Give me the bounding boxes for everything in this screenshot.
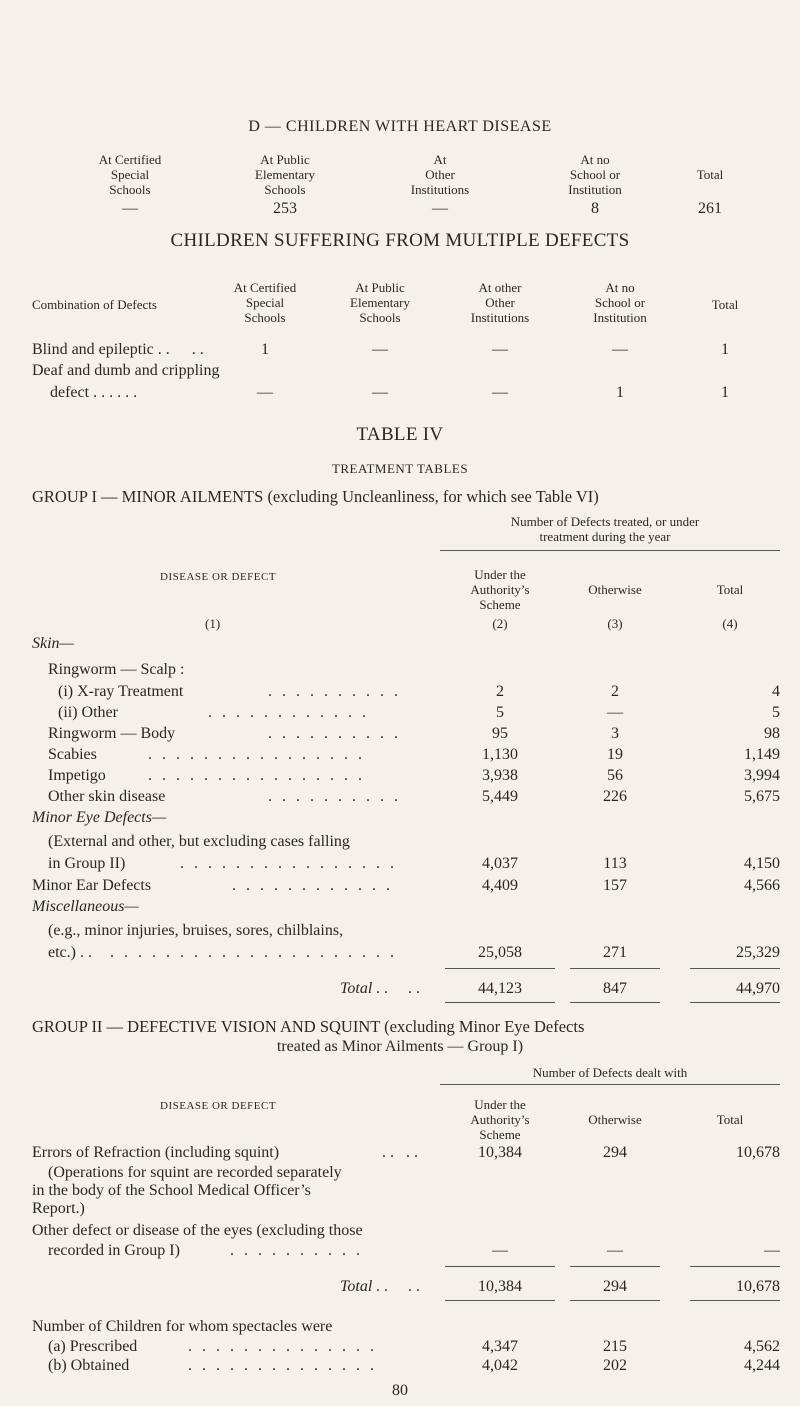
group1-header-1 <box>440 567 560 612</box>
header-line: Total <box>716 1112 744 1127</box>
header-line: At no <box>580 152 610 167</box>
header-line: Elementary <box>350 295 410 310</box>
group1-cell: 113 <box>603 855 627 872</box>
header-line: Under the <box>474 567 526 582</box>
total-rule <box>690 1002 780 1003</box>
total-rule <box>690 1300 780 1301</box>
group1-row-label <box>48 767 365 785</box>
leader-dots: . . <box>408 1278 420 1295</box>
header-line: Authority’s <box>470 1112 530 1127</box>
leader-dots: . . . . . . . . . . . . . . . . <box>148 767 365 784</box>
header-line: Schools <box>244 310 286 325</box>
note-line: in the body of the School Medical Officer’s <box>32 1182 311 1199</box>
group2-total-cell: 10,678 <box>736 1278 780 1295</box>
group1-cell: 157 <box>603 877 627 894</box>
header-line: Institution <box>593 310 647 325</box>
group1-row-label <box>32 877 393 895</box>
group1-span-header <box>420 514 790 544</box>
section-d-header-3 <box>370 152 510 197</box>
header-line: Institution <box>568 182 622 197</box>
group1-row-label <box>48 704 369 722</box>
spectacles-cell: 4,562 <box>744 1338 780 1355</box>
header-line: treatment during the year <box>539 529 671 544</box>
leader-dots: . . . . <box>382 1144 418 1161</box>
leader-dots: . . . . . . . . . . . . <box>208 704 369 721</box>
row-label-text: Scabies <box>48 746 97 763</box>
group1-title: GROUP I — MINOR AILMENTS (excluding Uncleanliness, for which see Table VI) <box>32 487 599 506</box>
header-line: Elementary <box>255 167 315 182</box>
group1-span-rule <box>440 550 780 551</box>
spectacles-cell: 4,347 <box>482 1338 518 1355</box>
multiple-header-4 <box>565 280 675 325</box>
row-label-text: (e.g., minor injuries, bruises, sores, chilblains, <box>48 922 344 939</box>
total-rule <box>690 968 780 969</box>
header-line: Special <box>110 167 150 182</box>
multiple-cell: — <box>372 341 388 358</box>
leader-dots: . . . . . . . . . . <box>268 725 401 742</box>
group2-total-label: Total . . <box>340 1278 389 1295</box>
total-rule <box>445 1300 555 1301</box>
group2-cell: — <box>607 1242 623 1259</box>
leader-dots: . . . . . . . . . . . . . . . . . . . . . <box>110 944 397 961</box>
row-label-dots: . . <box>191 341 204 358</box>
group1-cell: 2 <box>496 683 504 700</box>
group1-col-num: (3) <box>607 616 623 631</box>
section-d-header-4 <box>525 152 665 197</box>
group1-cell: 95 <box>492 725 508 742</box>
row-label-text: (ii) Other <box>58 704 118 721</box>
group1-total-cell: 44,970 <box>736 980 780 997</box>
multiple-cell: — <box>257 384 273 401</box>
group1-cell: 1,130 <box>482 746 518 763</box>
multiple-header-3 <box>445 280 555 325</box>
spectacles-cell: 202 <box>603 1357 627 1374</box>
row-label-text: etc.) . . <box>48 944 92 961</box>
group1-cell: 271 <box>603 944 627 961</box>
group1-cell: — <box>607 704 623 721</box>
group1-ringworm-heading: Ringworm — Scalp : <box>48 661 185 678</box>
group1-total-cell: 44,123 <box>478 980 522 997</box>
total-rule <box>690 1266 780 1267</box>
group1-cell: 25,329 <box>736 944 780 961</box>
group1-cell: 2 <box>611 683 619 700</box>
multiple-row-label <box>32 362 220 402</box>
group2-span-header: Number of Defects dealt with <box>532 1065 688 1080</box>
group1-cell: 19 <box>607 746 623 763</box>
leader-dots: . . . . . . . . . . <box>230 1242 363 1259</box>
group1-cell: 5,675 <box>744 788 780 805</box>
section-d-value: 261 <box>698 200 722 217</box>
leader-dots: . . <box>408 980 420 997</box>
multiple-cell: 1 <box>616 384 624 401</box>
group1-col-num: (2) <box>492 616 508 631</box>
group1-cell: 98 <box>764 725 780 742</box>
header-line: At Certified <box>233 280 297 295</box>
group2-cell: 294 <box>603 1144 627 1161</box>
group2-total-cell: 294 <box>603 1278 627 1295</box>
group1-skin-heading: Skin— <box>32 635 74 652</box>
section-d-value: 253 <box>273 200 297 217</box>
multiple-header-5 <box>690 297 760 312</box>
header-line: Total <box>716 582 744 597</box>
header-line: Schools <box>109 182 151 197</box>
total-rule <box>570 968 660 969</box>
section-d-header-1 <box>60 152 200 197</box>
section-d-value: 8 <box>591 200 599 217</box>
row-label-text: Errors of Refraction (including squint) <box>32 1144 280 1161</box>
section-d-header-2 <box>215 152 355 197</box>
multiple-row-label <box>32 341 204 359</box>
header-line: Other <box>425 167 455 182</box>
header-line: At Certified <box>98 152 162 167</box>
spectacles-cell: 4,244 <box>744 1357 780 1374</box>
group1-cell: 56 <box>607 767 623 784</box>
header-line: Under the <box>474 1097 526 1112</box>
group2-cell: 10,384 <box>478 1144 522 1161</box>
group2-header-3 <box>680 1112 780 1127</box>
section-d-title: D — CHILDREN WITH HEART DISEASE <box>248 118 552 135</box>
leader-dots: . . . . . . . . . . . . . . . . <box>180 855 397 872</box>
spectacles-cell: 4,042 <box>482 1357 518 1374</box>
spectacles-cell: 215 <box>603 1338 627 1355</box>
note-line: (Operations for squint are recorded separately <box>48 1164 342 1181</box>
header-line: At Public <box>355 280 405 295</box>
group1-col-num: (1) <box>205 616 221 631</box>
group1-row-label <box>48 683 401 701</box>
total-rule <box>570 1002 660 1003</box>
row-label-text: Deaf and dumb and crippling <box>32 362 220 379</box>
group1-col0-header: DISEASE OR DEFECT <box>160 571 277 583</box>
multiple-cell: 1 <box>261 341 269 358</box>
leader-dots: . . . . . . . . . . . . . . . . <box>148 746 365 763</box>
group2-span-rule <box>440 1084 780 1085</box>
row-label-text: Other skin disease <box>48 788 166 805</box>
header-line: Scheme <box>479 1127 521 1142</box>
group1-cell: 4 <box>772 683 780 700</box>
header-line: Schools <box>359 310 401 325</box>
row-label-text: in Group II) <box>48 855 126 872</box>
header-line: Otherwise <box>588 1112 642 1127</box>
group1-cell: 5 <box>496 704 504 721</box>
header-line: At other <box>478 280 522 295</box>
table-title: TABLE IV <box>356 424 444 445</box>
multiple-cell: — <box>612 341 628 358</box>
group1-cell: 4,566 <box>744 877 780 894</box>
row-label-text: (a) Prescribed <box>48 1338 138 1355</box>
row-label-text: (i) X-ray Treatment <box>58 683 184 700</box>
header-line: Otherwise <box>588 582 642 597</box>
spectacles-row-label <box>48 1357 377 1375</box>
group2-cell: 10,678 <box>736 1144 780 1161</box>
table-subtitle: TREATMENT TABLES <box>331 461 469 476</box>
group2-total-cell: 10,384 <box>478 1278 522 1295</box>
header-line: At <box>433 152 447 167</box>
group1-cell: 4,037 <box>482 855 518 872</box>
spectacles-heading: Number of Children for whom spectacles were <box>32 1318 333 1335</box>
header-line: Schools <box>264 182 306 197</box>
header-line: At Public <box>260 152 310 167</box>
section-d-value: — <box>122 200 138 217</box>
group1-total-label: Total . . <box>340 980 389 997</box>
row-label-text: Impetigo <box>48 767 106 784</box>
total-rule <box>570 1300 660 1301</box>
group1-cell: 5,449 <box>482 788 518 805</box>
header-line: Total <box>711 297 739 312</box>
group1-cell: 3 <box>611 725 619 742</box>
header-line: Institutions <box>470 310 530 325</box>
group2-note <box>32 1164 342 1218</box>
total-rule <box>445 1266 555 1267</box>
header-line: At no <box>605 280 635 295</box>
group1-misc-heading: Miscellaneous— <box>32 898 139 915</box>
group2-cell: — <box>764 1242 780 1259</box>
group2-title-cont: treated as Minor Ailments — Group I) <box>276 1038 524 1055</box>
group1-header-3 <box>680 582 780 597</box>
multiple-cell: 1 <box>721 341 729 358</box>
group2-cell: — <box>492 1242 508 1259</box>
leader-dots: . . . . . . . . . . <box>268 683 401 700</box>
header-line: Institutions <box>410 182 470 197</box>
group1-col-num: (4) <box>722 616 738 631</box>
group1-cell: 226 <box>603 788 627 805</box>
group2-header-1 <box>440 1097 560 1142</box>
leader-dots: . . . . . . . . . . . . . . <box>188 1357 377 1374</box>
section-d-value: — <box>432 200 448 217</box>
multiple-col0-header: Combination of Defects <box>32 297 157 312</box>
header-line: Special <box>245 295 285 310</box>
multiple-cell: — <box>492 384 508 401</box>
group1-cell: 1,149 <box>744 746 780 763</box>
multiple-cell: 1 <box>721 384 729 401</box>
total-rule <box>445 1002 555 1003</box>
group1-cell: 4,409 <box>482 877 518 894</box>
row-label-text: Blind and epileptic . . <box>32 341 170 358</box>
group1-header-2 <box>560 582 670 597</box>
row-label-text: recorded in Group I) <box>48 1242 180 1259</box>
row-label-text: Minor Ear Defects <box>32 877 152 894</box>
row-label-text: (External and other, but excluding cases falling <box>48 833 350 850</box>
row-label-text: Ringworm — Body <box>48 725 176 742</box>
group1-row-label <box>48 746 365 764</box>
total-rule <box>570 1266 660 1267</box>
group1-cell: 25,058 <box>478 944 522 961</box>
leader-dots: . . . . . . . . . . . . <box>232 877 393 894</box>
group2-row-label <box>32 1144 418 1162</box>
header-line: School or <box>594 295 646 310</box>
group2-col0-header: DISEASE OR DEFECT <box>160 1100 277 1112</box>
group1-total-cell: 847 <box>603 980 627 997</box>
group1-cell: 4,150 <box>744 855 780 872</box>
note-line: Report.) <box>32 1200 85 1217</box>
page-number: 80 <box>392 1382 408 1399</box>
group1-cell: 3,994 <box>744 767 780 784</box>
multiple-header-1 <box>210 280 320 325</box>
header-line: Total <box>696 167 724 182</box>
header-line: Authority’s <box>470 582 530 597</box>
leader-dots: . . . . . . . . . . . . . . <box>188 1338 377 1355</box>
leader-dots: . . . . . . . . . . <box>268 788 401 805</box>
group1-cell: 3,938 <box>482 767 518 784</box>
group1-cell: 5 <box>772 704 780 721</box>
multiple-cell: — <box>492 341 508 358</box>
header-line: School or <box>569 167 621 182</box>
multiple-defects-title: CHILDREN SUFFERING FROM MULTIPLE DEFECTS <box>170 230 630 251</box>
spectacles-row-label <box>48 1338 377 1356</box>
group1-eye-heading: Minor Eye Defects— <box>32 809 167 826</box>
multiple-cell: — <box>372 384 388 401</box>
multiple-header-2 <box>325 280 435 325</box>
section-d-header-5 <box>670 167 750 182</box>
total-rule <box>445 968 555 969</box>
group2-header-2 <box>560 1112 670 1127</box>
group1-row-label <box>48 725 401 743</box>
header-line: Scheme <box>479 597 521 612</box>
row-label-text: (b) Obtained <box>48 1357 130 1374</box>
row-label-text: Other defect or disease of the eyes (excluding those <box>32 1222 363 1239</box>
group2-title: GROUP II — DEFECTIVE VISION AND SQUINT (excluding Minor Eye Defects <box>32 1017 585 1036</box>
header-line: Other <box>485 295 515 310</box>
group1-row-label <box>48 788 401 806</box>
header-line: Number of Defects treated, or under <box>510 514 700 529</box>
row-label-text: defect . . . . . . <box>50 384 138 401</box>
